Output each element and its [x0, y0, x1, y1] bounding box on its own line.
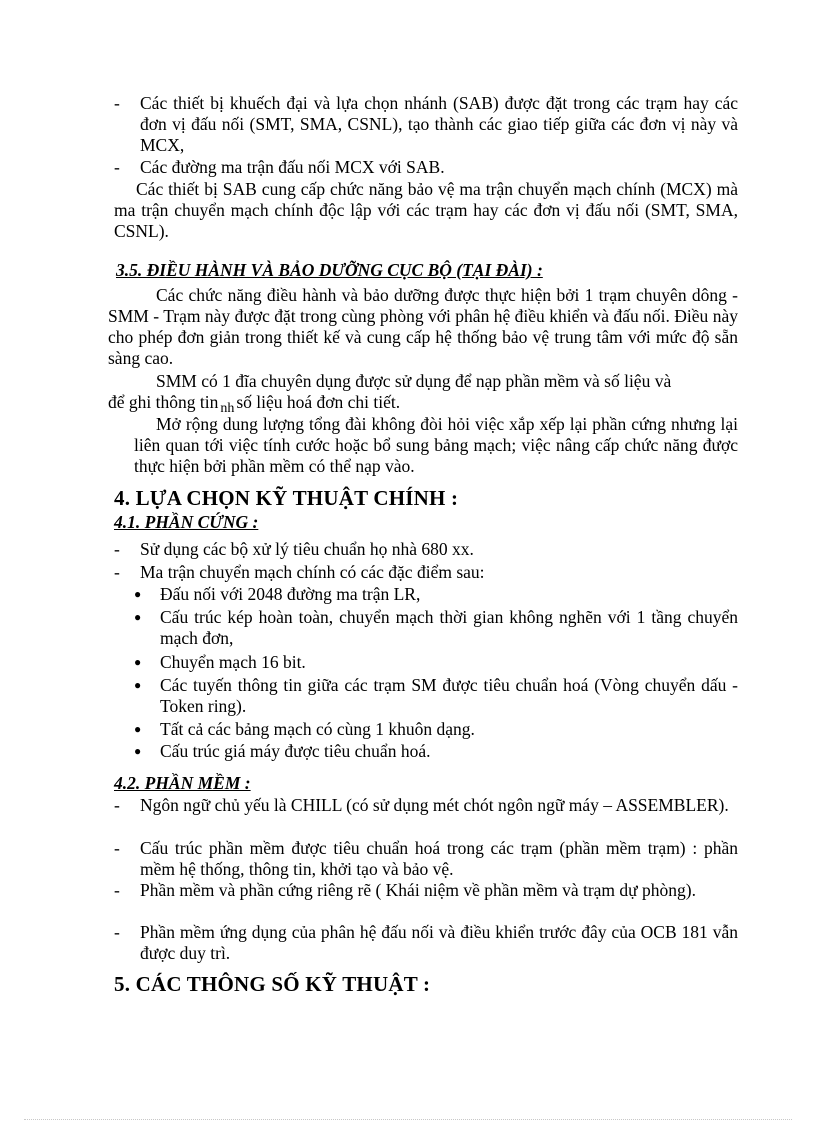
list-item	[114, 838, 738, 880]
list-item	[114, 880, 738, 901]
body-paragraph: Các thiết bị SAB cung cấp chức năng bảo vệ ma trận chuyển mạch chính (MCX) mà ma trận chuyển mạch chính độc lập với các trạm hay các đơn vị đấu nối (SMT, SMA, CSNL).	[114, 179, 738, 241]
dash-marker: -	[114, 880, 120, 900]
dash-marker: -	[114, 922, 120, 942]
list-item-text: Các đường ma trận đấu nối MCX với SAB.	[140, 157, 445, 177]
section-heading-4-2: 4.2. PHẦN MỀM :	[114, 773, 251, 793]
paragraph-line: SMM có 1 đĩa chuyên dụng được sử dụng để nạp phần mềm và số liệu và	[156, 371, 672, 391]
dash-marker: -	[114, 795, 120, 815]
dash-marker: -	[114, 562, 120, 582]
bullet-item-text: Cấu trúc giá máy được tiêu chuẩn hoá.	[160, 741, 431, 761]
bullet-item	[134, 741, 738, 762]
page-bottom-divider	[24, 1119, 792, 1120]
bullet-marker: ●	[134, 744, 142, 758]
list-item-text: Phần mềm ứng dụng của phân hệ đấu nối và điều khiển trước đây của OCB 181 vẫn được duy trì.	[140, 922, 738, 963]
body-paragraph: Mở rộng dung lượng tổng đài không đòi hỏi việc xắp xếp lại phần cứng nhưng lại liên quan tới việc tính cước hoặc bổ sung bảng mạch; việc nâng cấp chức năng được thực hiện bởi phần mềm có thể nạp vào.	[134, 414, 738, 476]
line-text: số liệu hoá đơn chi tiết.	[236, 392, 401, 412]
bullet-item-text: Đấu nối với 2048 đường ma trận LR,	[160, 584, 421, 604]
list-item	[114, 795, 738, 816]
list-item-text: Ma trận chuyển mạch chính có các đặc điểm sau:	[140, 562, 485, 582]
bullet-marker: ●	[134, 655, 142, 669]
section-heading-4-1: 4.1. PHẦN CỨNG :	[114, 512, 259, 532]
list-item	[114, 539, 738, 560]
bullet-item	[134, 719, 738, 740]
bullet-item	[134, 652, 738, 673]
list-item	[114, 562, 738, 583]
bullet-item	[134, 607, 738, 649]
section-heading-4: 4. LỰA CHỌN KỸ THUẬT CHÍNH :	[114, 486, 459, 510]
body-paragraph	[108, 371, 738, 419]
inline-fragment: nh	[220, 401, 235, 416]
bullet-item-text: Tất cả các bảng mạch có cùng 1 khuôn dạng.	[160, 719, 475, 739]
bullet-item	[134, 675, 738, 717]
bullet-marker: ●	[134, 610, 142, 624]
list-item	[114, 93, 738, 156]
list-item	[114, 157, 738, 178]
dash-marker: -	[114, 539, 120, 559]
bullet-marker: ●	[134, 722, 142, 736]
list-item-text: Các thiết bị khuếch đại và lựa chọn nhánh (SAB) được đặt trong các trạm hay các đơn vị đấu nối (SMT, SMA, CSNL), tạo thành các giao tiếp giữa các đơn vị này và MCX,	[140, 93, 738, 155]
bullet-marker: ●	[134, 587, 142, 601]
dash-marker: -	[114, 93, 120, 113]
bullet-marker: ●	[134, 678, 142, 692]
section-heading-5: 5. CÁC THÔNG SỐ KỸ THUẬT :	[114, 972, 431, 996]
bullet-item-text: Các tuyến thông tin giữa các trạm SM được tiêu chuẩn hoá (Vòng chuyển dấu - Token ring).	[160, 675, 738, 716]
bullet-item	[134, 584, 738, 605]
list-item-text: Phần mềm và phần cứng riêng rẽ ( Khái niệm về phần mềm và trạm dự phòng).	[140, 880, 696, 900]
list-item-text: Cấu trúc phần mềm được tiêu chuẩn hoá trong các trạm (phần mềm trạm) : phần mềm hệ thống, thông tin, khởi tạo và bảo vệ.	[140, 838, 738, 879]
list-item-text: Ngôn ngữ chủ yếu là CHILL (có sử dụng mét chót ngôn ngữ máy – ASSEMBLER).	[140, 795, 729, 815]
body-paragraph: Các chức năng điều hành và bảo dưỡng được thực hiện bởi 1 trạm chuyên dông - SMM - Trạm này được đặt trong cùng phòng với phân hệ điều khiển và đấu nối. Điều này cho phép đơn giản trong thiết kế và cung cấp hệ thống bảo vệ trung tâm với mức độ sẵn sàng cao.	[108, 285, 738, 368]
dash-marker: -	[114, 838, 120, 858]
section-heading-3-5: 3.5. ĐIỀU HÀNH VÀ BẢO DƯỠNG CỤC BỘ (TẠI ĐÀI) :	[116, 260, 543, 280]
dash-marker: -	[114, 157, 120, 177]
bullet-item-text: Chuyển mạch 16 bit.	[160, 652, 306, 672]
list-item-text: Sử dụng các bộ xử lý tiêu chuẩn họ nhà 680 xx.	[140, 539, 474, 559]
bullet-item-text: Cấu trúc kép hoàn toàn, chuyển mạch thời gian không nghẽn với 1 tầng chuyển mạch đơn,	[160, 607, 738, 648]
line-text: để ghi thông tin	[108, 392, 219, 412]
list-item	[114, 922, 738, 964]
